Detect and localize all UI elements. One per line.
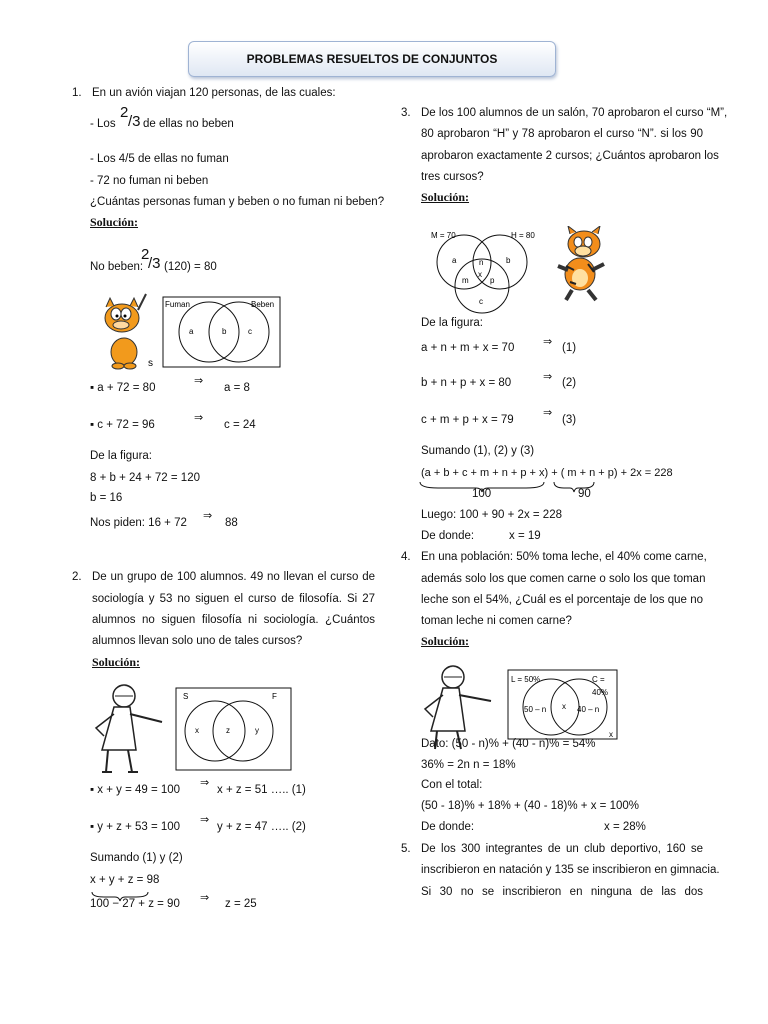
problem-1-figure-equation: 8 + b + 24 + 72 = 120 [90, 472, 200, 484]
problem-3-line-4: tres cursos? [421, 171, 484, 183]
problem-1-number: 1. [72, 87, 82, 99]
problem-2-eq1-left: ▪ x + y = 49 = 100 [90, 784, 181, 796]
venn-region-a: a [189, 327, 194, 336]
venn-region-outside: x [609, 730, 613, 739]
venn-region-middle: x [562, 702, 566, 711]
implies-arrow-icon: ⇒ [543, 336, 553, 348]
problem-1-eq2-left: ▪ c + 72 = 96 [90, 419, 155, 431]
problem-1-nobeben-value: (120) = 80 [164, 261, 217, 273]
problem-2-eq2-right: y + z = 47 ….. (2) [217, 821, 306, 833]
problem-3-eq1: a + n + m + x = 70 [421, 342, 515, 354]
problem-2-answer: z = 25 [225, 898, 257, 910]
venn-region-p: p [490, 276, 495, 285]
problem-3-venn-diagram [428, 228, 543, 318]
problem-1-venn-diagram [147, 296, 283, 370]
venn-region-x: x [195, 726, 199, 735]
venn-region-x: x [478, 270, 482, 279]
problem-2-line-3: alumnos no siguen filosofía ni sociología. ¿Cuántos [92, 614, 375, 626]
implies-arrow-icon: ⇒ [203, 510, 213, 522]
garfield-cartoon-image [92, 290, 152, 370]
problem-3-brace-100: 100 [472, 488, 492, 500]
problem-3-answer: x = 19 [509, 530, 541, 542]
venn-label-beben: Beben [251, 300, 275, 309]
implies-arrow-icon: ⇒ [543, 407, 553, 419]
implies-arrow-icon: ⇒ [200, 892, 210, 904]
implies-arrow-icon: ⇒ [200, 777, 210, 789]
problem-3-line-2: 80 aprobaron “H” y 78 aprobaron el curso “N”. si los 90 [421, 128, 703, 140]
venn-region-m: m [462, 276, 469, 285]
venn-label-fuman: Fuman [165, 300, 190, 309]
problem-2-eq1-right: x + z = 51 ….. (1) [217, 784, 306, 796]
venn-outside-label: s [148, 358, 153, 369]
venn-label-l: L = 50% [511, 675, 541, 684]
problem-4-line-1: En una población: 50% toma leche, el 40% come carne, [421, 551, 707, 563]
problem-1-answer: 88 [225, 517, 238, 529]
implies-arrow-icon: ⇒ [194, 412, 204, 424]
implies-arrow-icon: ⇒ [200, 814, 210, 826]
problem-3-number: 3. [401, 107, 411, 119]
problem-1-nobeben-numerator: 2 [141, 246, 150, 263]
venn-region-n: n [479, 258, 484, 267]
problem-2-line-2: sociología y 53 no siguen el curso de filosofía. Si 27 [92, 593, 375, 605]
problem-2-number: 2. [72, 571, 82, 583]
problem-3-line-1: De los 100 alumnos de un salón, 70 aprobaron el curso “M”, [421, 107, 728, 119]
implies-arrow-icon: ⇒ [194, 375, 204, 387]
problem-2-eq2-left: ▪ y + z + 53 = 100 [90, 821, 181, 833]
venn-region-b: b [506, 256, 511, 265]
implies-arrow-icon: ⇒ [543, 371, 553, 383]
problem-1-nobeben-denominator: /3 [148, 255, 161, 272]
problem-1-item3: - 72 no fuman ni beben [90, 175, 209, 187]
venn-region-y: y [255, 726, 259, 735]
venn-region-left: 50 – n [524, 705, 547, 714]
problem-1-eq1-left: ▪ a + 72 = 80 [90, 382, 156, 394]
problem-1-item1-prefix: - Los [90, 118, 116, 130]
problem-1-figure-label: De la figura: [90, 450, 153, 462]
problem-5-line-2: inscribieron en natación y 135 se inscribieron en gimnacia. [421, 864, 720, 876]
problem-1-fraction-denominator: /3 [128, 113, 141, 130]
problem-5-line-1: De los 300 integrantes de un club deportivo, 160 se [421, 843, 703, 855]
venn-label-c: C = [592, 675, 605, 684]
venn-label-s: S [183, 692, 189, 701]
venn-region-c: c [479, 297, 483, 306]
problem-2-sum-label: Sumando (1) y (2) [90, 852, 183, 864]
problem-4-donde-label: De donde: [421, 821, 475, 833]
problem-5-line-3: Si 30 no se inscribieron en ninguna de las dos [421, 886, 703, 898]
underbrace-icon [418, 480, 598, 494]
venn-region-c: c [248, 327, 252, 336]
problem-3-eq3-tag: (3) [562, 414, 577, 426]
problem-3-sum-equation: (a + b + c + m + n + p + x) + ( m + n + p) + 2x = 228 [421, 467, 673, 479]
problem-3-brace-90: 90 [578, 488, 591, 500]
problem-1-intro: En un avión viajan 120 personas, de las cuales: [92, 87, 336, 99]
problem-4-total-equation: (50 - 18)% + 18% + (40 - 18)% + x = 100% [421, 800, 639, 812]
problem-2-solution-label: Solución: [92, 655, 141, 669]
problem-5-number: 5. [401, 843, 411, 855]
problem-4-line-2: además solo los que comen carne o solo los que toman [421, 573, 706, 585]
problem-3-line-3: aprobaron exactamente 2 cursos; ¿Cuántos aprobaron los [421, 150, 719, 162]
problem-1-fraction-numerator: 2 [120, 104, 129, 121]
problem-4-line-3: leche son el 54%, ¿Cuál es el porcentaje de los que no [421, 594, 703, 606]
problem-2-final-left: 100 − 27 + z = 90 [90, 898, 180, 910]
problem-1-question: ¿Cuántas personas fuman y beben o no fuman ni beben? [90, 196, 385, 208]
venn-region-right: 40 – n [577, 705, 600, 714]
page-title: PROBLEMAS RESUELTOS DE CONJUNTOS [188, 41, 556, 77]
problem-3-eq3: c + m + p + x = 79 [421, 414, 514, 426]
problem-2-sum-equation: x + y + z = 98 [90, 874, 160, 886]
venn-label-f: F [272, 692, 277, 701]
venn-label-h: H = 80 [511, 231, 535, 240]
problem-1-eq2-right: c = 24 [224, 419, 256, 431]
tiger-cartoon-image [548, 226, 618, 306]
venn-region-a: a [452, 256, 457, 265]
problem-4-dato: Dato: (50 - n)% + (40 - n)% = 54% [421, 738, 596, 750]
problem-4-line-4: toman leche ni comen carne? [421, 615, 572, 627]
venn-region-b: b [222, 327, 227, 336]
problem-2-venn-diagram [175, 687, 293, 772]
problem-3-donde-label: De donde: [421, 530, 475, 542]
problem-4-total-label: Con el total: [421, 779, 483, 791]
problem-1-item1-suffix: de ellas no beben [143, 118, 234, 130]
problem-2-line-1: De un grupo de 100 alumnos. 49 no llevan el curso de [92, 571, 375, 583]
venn-label-m: M = 70 [431, 231, 456, 240]
problem-3-eq2: b + n + p + x = 80 [421, 377, 512, 389]
venn-label-c-value: 40% [592, 688, 609, 697]
problem-4-equation: 36% = 2n n = 18% [421, 759, 516, 771]
venn-region-z: z [226, 726, 230, 735]
problem-1-answer-left: Nos piden: 16 + 72 [90, 517, 187, 529]
problem-3-figure-label: De la figura: [421, 317, 484, 329]
problem-1-b-value: b = 16 [90, 492, 123, 504]
problem-4-number: 4. [401, 551, 411, 563]
problem-2-line-4: alumnos llevan solo uno de tales cursos? [92, 635, 303, 647]
problem-4-venn-diagram [507, 669, 619, 741]
problem-1-eq1-right: a = 8 [224, 382, 250, 394]
teacher-cartoon-image [88, 680, 168, 775]
problem-4-solution-label: Solución: [421, 634, 470, 648]
problem-3-luego: Luego: 100 + 90 + 2x = 228 [421, 509, 562, 521]
problem-1-item2: - Los 4/5 de ellas no fuman [90, 153, 229, 165]
problem-3-eq2-tag: (2) [562, 377, 577, 389]
problem-4-answer: x = 28% [604, 821, 646, 833]
problem-3-sum-label: Sumando (1), (2) y (3) [421, 445, 535, 457]
problem-3-eq1-tag: (1) [562, 342, 577, 354]
problem-1-nobeben-label: No beben: [90, 261, 144, 273]
problem-1-solution-label: Solución: [90, 215, 139, 229]
problem-3-solution-label: Solución: [421, 190, 470, 204]
